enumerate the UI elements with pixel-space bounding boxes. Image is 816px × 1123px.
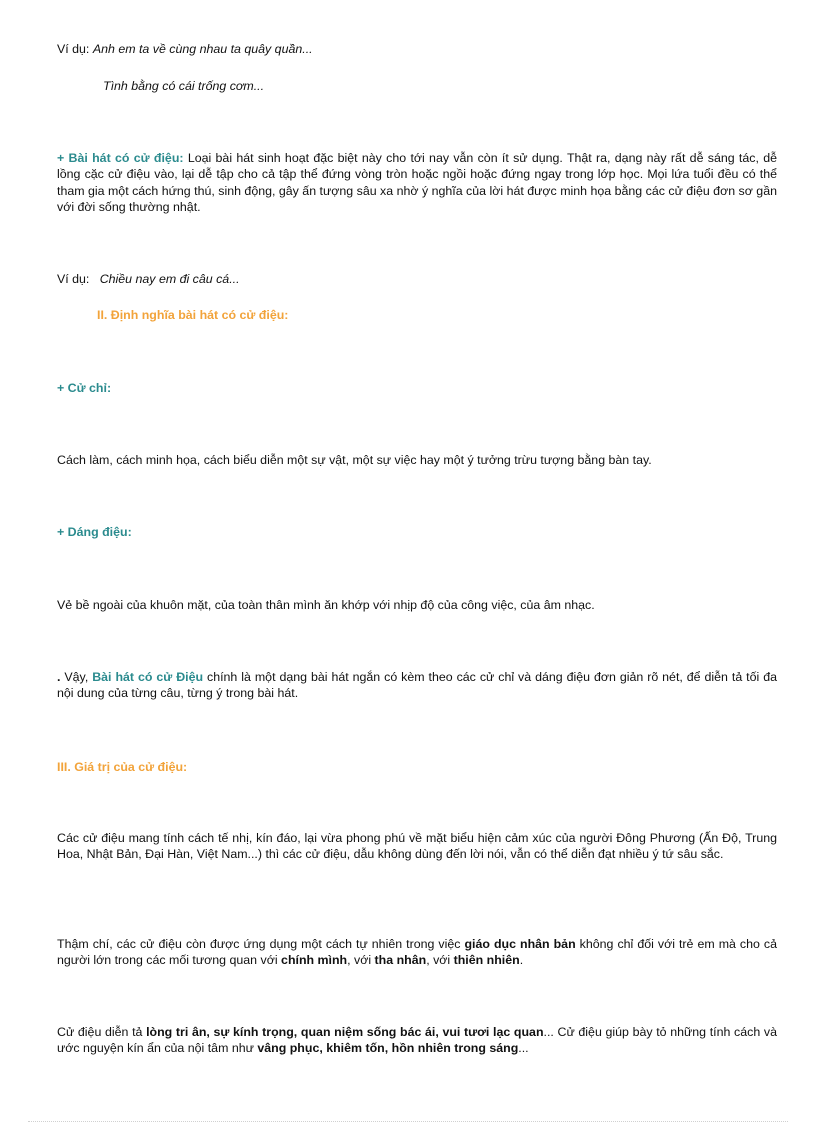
text-run: ... Cử điệu giúp bày tỏ những tính cách và ước nguyện kín ẩn của nội tâm như [57,1025,777,1056]
summary-paragraph [57,669,777,702]
example-1 [57,41,777,57]
page-bottom-divider [28,1121,788,1122]
example-2 [57,271,777,287]
text-run: ... [518,1041,529,1056]
text-run: Thậm chí, các cử điệu còn được ứng dụng một cách tự nhiên trong việc [57,937,465,951]
values-paragraph: Các cử điệu mang tính cách tế nhị, kín đáo, lại vừa phong phú về mặt biểu hiện cảm xúc của người Đông Phương (Ấn Độ, Trung Hoa, Nhật Bản, Đại Hàn, Việt Nam...) thì các cử điệu, dẫu không dùng đến lời nói, vẫn có thể diễn đạt nhiều ý tứ sâu sắc. [57,831,777,862]
bold-run: chính mình [281,953,348,968]
section-songs-with-gestures [57,150,777,215]
bold-run: tha nhân [374,953,427,968]
example-text: Chiều nay em đi câu cá... [99,272,240,286]
text-run: Cử điệu diễn tả [57,1025,147,1039]
education-paragraph [57,936,777,969]
section-body: Loại bài hát sinh hoạt đặc biệt này cho tới nay vẫn còn ít sử dụng. Thật ra, dạng này rất dễ sáng tác, dễ lồng cặc cử điệu vào, lại dễ tập cho cả tập thể đứng vòng tròn hoặc ngồi hoặc đứng ngay trong lớp học. Mọi lứa tuổi đều có thể tham gia một cách hứng thú, sinh động, gây ấn tượng sâu xa nhờ ý nghĩa của lời hát được minh họa bằng các cử điệu đơn sơ gần với đời sống thường nhật. [57,151,777,214]
cu-chi-body: Cách làm, cách minh họa, cách biểu diễn một sự vật, một sự việc hay một ý tưởng trừu tượng bằng bàn tay. [57,453,652,467]
example-line-2: Tình bằng có cái trống cơm... [103,79,265,93]
summary-prefix: Vậy, [64,670,93,684]
summary-term: Bài hát có cử Điệu [92,670,204,684]
bold-run: giáo dục nhân bản [464,937,576,951]
cu-chi-heading: + Cử chỉ: [57,381,112,395]
summary-body: chính là một dạng bài hát ngắn có kèm theo các cử chỉ và dáng điệu đơn giản rõ nét, để diễn tả tối đa nội dung của từng câu, từng ý trong bài hát. [57,670,777,701]
heading-iii: III. Giá trị của cử điệu: [57,760,188,774]
text-run: . [519,953,524,968]
expression-paragraph [57,1024,777,1057]
text-run: , với [426,953,454,968]
text-run: , với [347,953,375,968]
bold-run: vâng phục, khiêm tốn, hồn nhiên trong sáng [257,1041,519,1056]
text-run: không chỉ đối với trẻ em mà cho cả người lớn trong các mối tương quan với [57,937,778,968]
section-heading: + Bài hát có cử điệu: [57,151,184,165]
summary-lead: . [57,670,65,684]
heading-ii: II. Định nghĩa bài hát có cử điệu: [97,308,289,322]
dang-dieu-body: Vẻ bề ngoài của khuôn mặt, của toàn thân mình ăn khớp với nhịp độ của công việc, của âm nhạc. [57,598,595,612]
bold-run: lòng tri ân, sự kính trọng, quan niệm sống bác ái, vui tươi lạc quan [146,1025,544,1039]
dang-dieu-heading: + Dáng điệu: [57,525,132,539]
bold-run: thiên nhiên [453,953,520,968]
example-label: Ví dụ: [57,272,100,286]
example-label: Ví dụ: [57,42,93,56]
example-line-1: Anh em ta về cùng nhau ta quây quần... [92,42,313,56]
